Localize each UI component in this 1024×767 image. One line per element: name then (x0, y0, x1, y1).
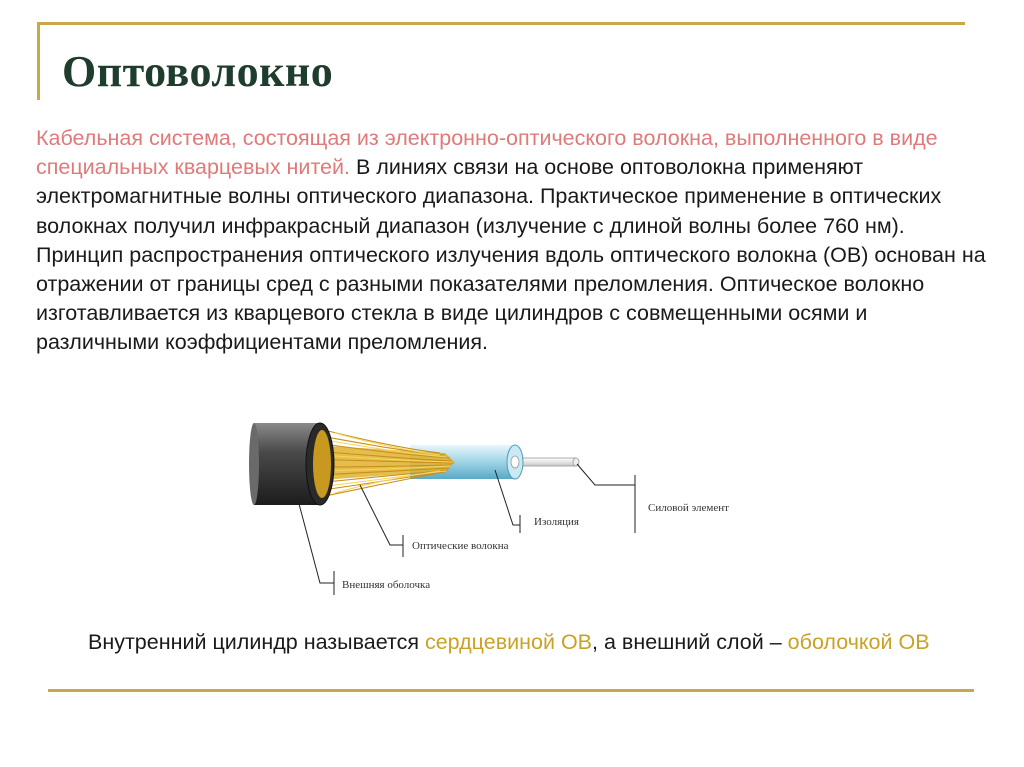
frame-left-line (37, 22, 40, 100)
outer-sheath (249, 423, 334, 505)
fiber-cable-diagram (240, 415, 800, 615)
definition-highlight: Кабельная система, состоящая из электронно-оптического волокна, выполненного в виде специальных кварцевых нитей. (36, 126, 938, 180)
label-strength-member: Силовой элемент (648, 502, 729, 514)
slide-title: Оптоволокно (62, 47, 334, 96)
frame-bottom-line (48, 689, 974, 692)
caption-paragraph (88, 628, 968, 657)
caption-part-2: , а внешний слой – (592, 630, 788, 654)
core-term: сердцевиной ОВ (424, 630, 593, 654)
cladding-term: оболочкой ОВ (787, 630, 930, 654)
label-outer-sheath: Внешняя оболочка (342, 579, 431, 591)
caption-part-1: Внутренний цилиндр называется (88, 630, 425, 654)
label-optical-fibers: Оптические волокна (412, 540, 509, 552)
frame-top-line (37, 22, 965, 25)
body-paragraph (36, 124, 996, 358)
body-text: В линиях связи на основе оптоволокна применяют электромагнитные волны оптического диапазона. Практическое применение в оптических волокнах получил инфракрасный диапазон (излучение с длиной волны более 760 нм). Принцип распространения оптического излучения вдоль оптического волокна (ОВ) основан на отражении от границы сред с разными показателями преломления. Оптическое волокно изготавливается из кварцевого стекла в виде цилиндров с совмещенными осями и различными коэффициентами преломления. (36, 155, 986, 355)
label-insulation: Изоляция (534, 516, 579, 528)
